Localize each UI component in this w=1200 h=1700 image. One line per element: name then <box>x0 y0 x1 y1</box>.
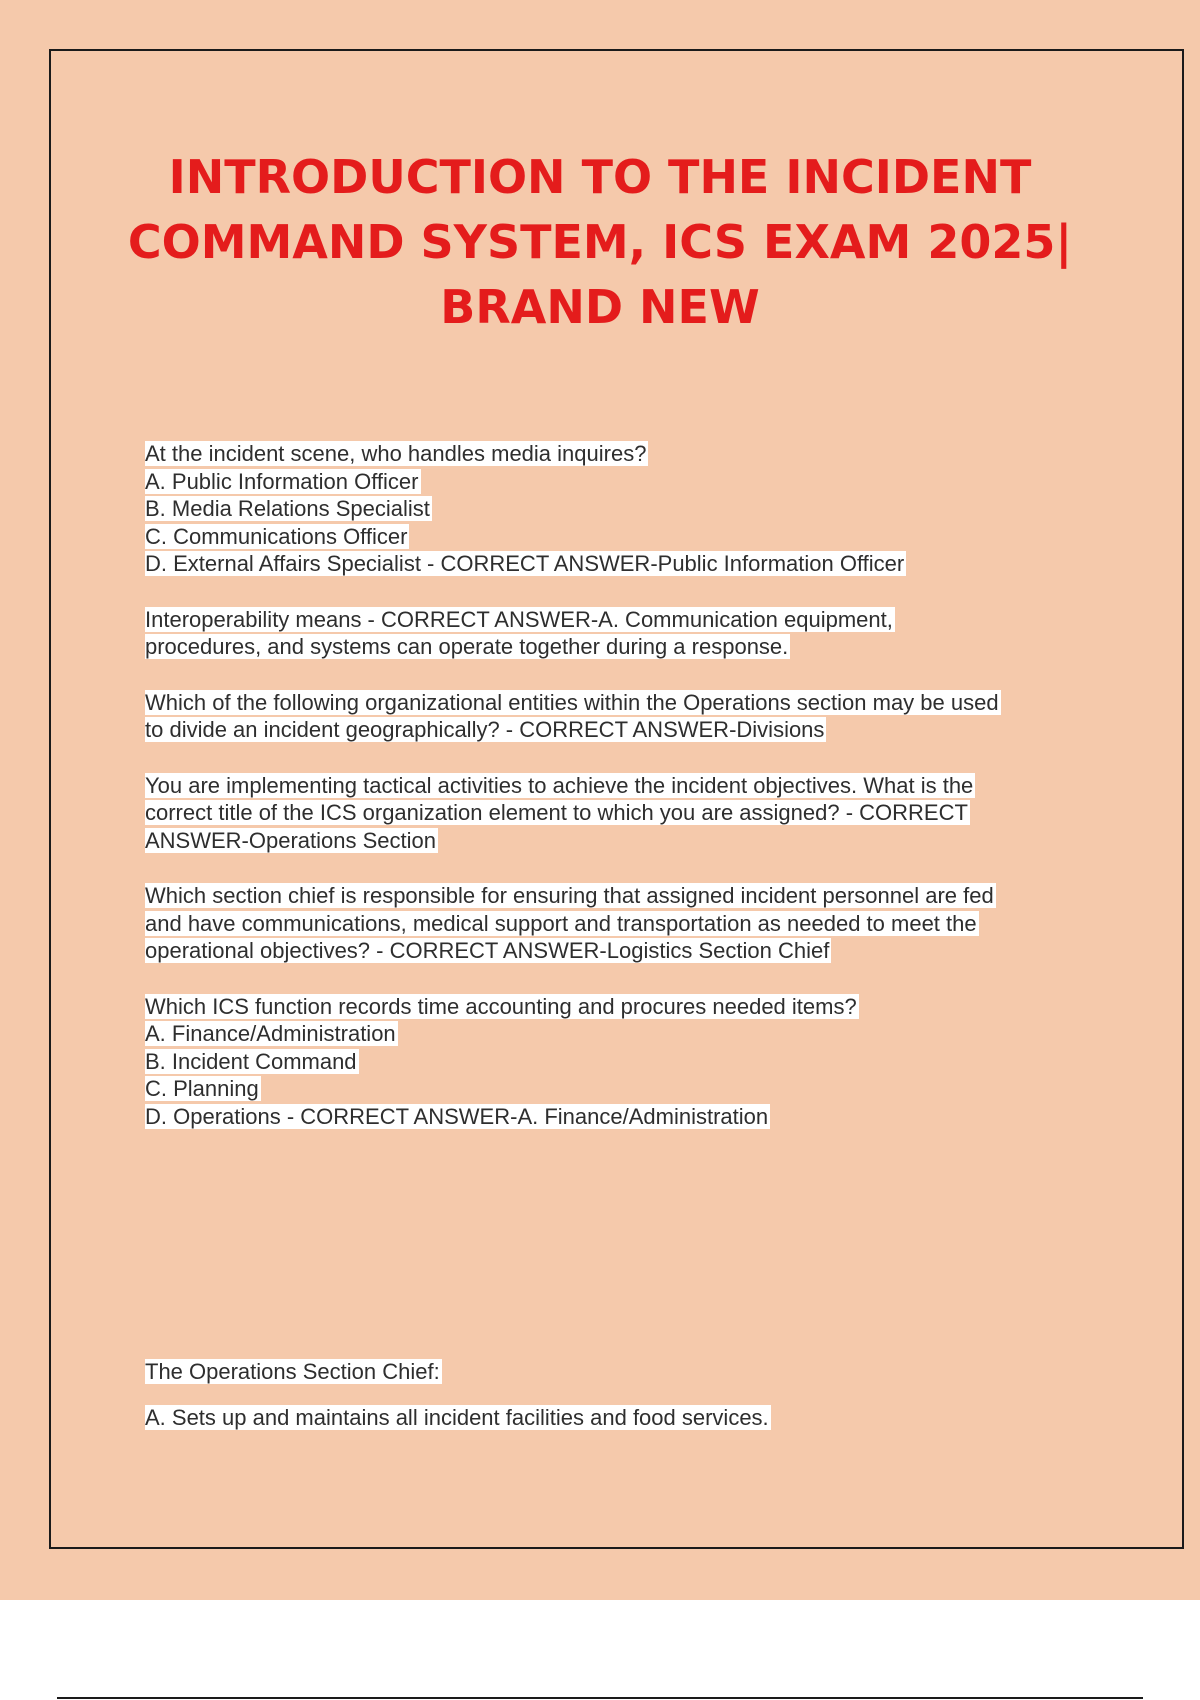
answer-text: ANSWER-Operations Section <box>145 827 436 853</box>
option-text: A. Sets up and maintains all incident facilities and food services. <box>145 1404 769 1430</box>
document-title <box>0 145 1200 340</box>
question-text: correct title of the ICS organization element to which you are assigned? - CORRECT <box>145 800 968 825</box>
option-text: B. Incident Command <box>145 1048 357 1074</box>
answer-text: operational objectives? - CORRECT ANSWER-Logistics Section Chief <box>145 938 830 963</box>
question-text: Interoperability means - CORRECT ANSWER-A. Communication equipment, <box>145 606 893 632</box>
option-text: A. Finance/Administration <box>145 1021 396 1046</box>
question-list <box>145 440 1105 1158</box>
option-text: C. Communications Officer <box>145 523 408 549</box>
question-item <box>145 606 1105 661</box>
option-text: A. Public Information Officer <box>145 468 419 494</box>
question-item <box>145 440 1105 578</box>
question-text: Which section chief is responsible for ensuring that assigned incident personnel are fed <box>145 883 994 908</box>
question-text: The Operations Section Chief: <box>145 1359 440 1384</box>
title-line-3: BRAND NEW <box>440 280 760 334</box>
question-text: and have communications, medical support and transportation as needed to meet the <box>145 910 977 936</box>
answer-text: to divide an incident geographically? - CORRECT ANSWER-Divisions <box>145 717 825 742</box>
option-text: B. Media Relations Specialist <box>145 496 430 521</box>
question-item <box>145 882 1105 965</box>
trailing-question <box>145 1358 1105 1449</box>
question-item <box>145 772 1105 855</box>
answer-text: procedures, and systems can operate together during a response. <box>145 634 789 659</box>
option-text: C. Planning <box>145 1076 259 1101</box>
option-answer-text: D. Operations - CORRECT ANSWER-A. Finance/Administration <box>145 1103 769 1129</box>
option-answer-text: D. External Affairs Specialist - CORRECT ANSWER-Public Information Officer <box>145 551 905 576</box>
title-line-1: INTRODUCTION TO THE INCIDENT <box>168 150 1032 204</box>
question-text: At the incident scene, who handles media inquires? <box>145 441 647 466</box>
footer-divider <box>57 1697 1143 1699</box>
question-text: Which of the following organizational entities within the Operations section may be used <box>145 689 999 715</box>
question-text: You are implementing tactical activities to achieve the incident objectives. What is the <box>145 772 974 798</box>
question-item <box>145 689 1105 744</box>
question-item <box>145 993 1105 1131</box>
question-text: Which ICS function records time accounting and procures needed items? <box>145 993 857 1019</box>
title-line-2: COMMAND SYSTEM, ICS EXAM 2025| <box>127 215 1073 269</box>
